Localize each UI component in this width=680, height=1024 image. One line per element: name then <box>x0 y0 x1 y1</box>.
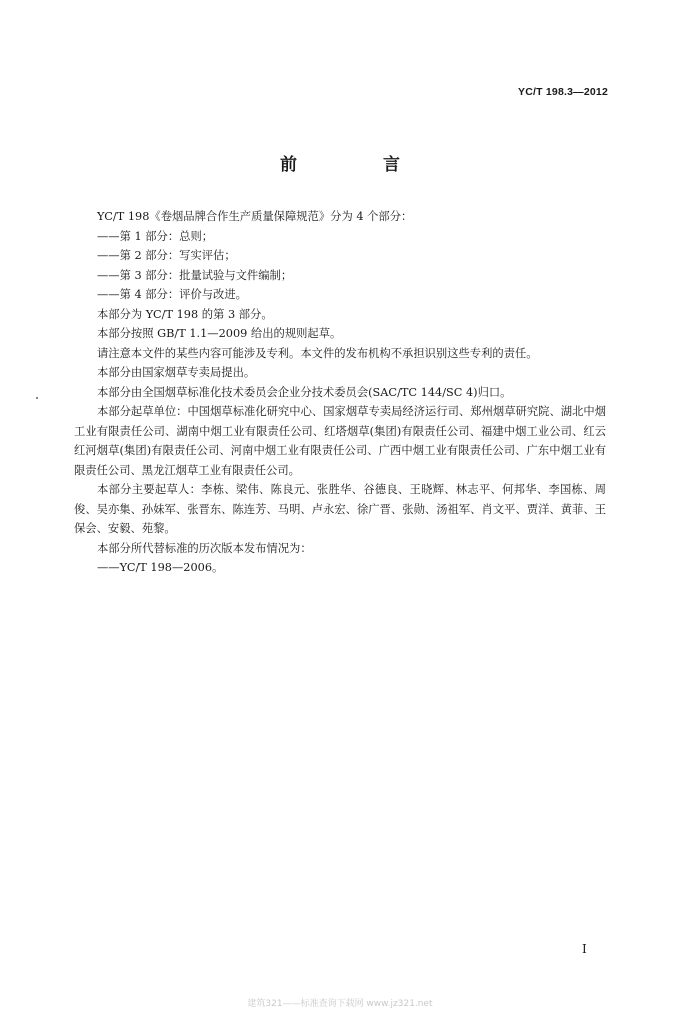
patent-notice: 请注意本文件的某些内容可能涉及专利。本文件的发布机构不承担识别这些专利的责任。 <box>97 346 538 360</box>
intro-paragraph: YC/T 198《卷烟品牌合作生产质量保障规范》分为 4 个部分： <box>97 210 413 223</box>
committee-statement: 本部分由全国烟草标准化技术委员会企业分技术委员会(SAC/TC 144/SC 4)归口。 <box>97 385 512 399</box>
page-title: 前 言 <box>280 155 440 175</box>
list-item-part-2: ——第 2 部分：写实评估； <box>97 249 236 262</box>
drafters: 本部分主要起草人：李栋、梁伟、陈良元、张胜华、谷德良、王晓辉、林志平、何邦华、李国栋、周俊、吴亦集、孙妹军、张晋东、陈连芳、马明、卢永宏、徐广晋、张勋、汤祖军、肖文平、贾洋、黄菲、王保会、安毅、苑黎。 <box>74 483 606 535</box>
list-item-part-1: ——第 1 部分：总则； <box>97 229 214 243</box>
proposer-statement: 本部分由国家烟草专卖局提出。 <box>97 366 256 379</box>
document-body <box>74 207 606 578</box>
part-statement: 本部分为 YC/T 198 的第 3 部分。 <box>97 307 273 321</box>
list-item-part-4: ——第 4 部分：评价与改进。 <box>97 288 247 301</box>
history-intro: 本部分所代替标准的历次版本发布情况为： <box>97 541 312 555</box>
watermark: 建筑321——标准查询下载网 www.jz321.net <box>247 999 433 1009</box>
drafting-rules-statement: 本部分按照 GB/T 1.1—2009 给出的规则起草。 <box>97 327 342 340</box>
page-number: I <box>582 942 587 956</box>
scan-speck <box>36 397 38 399</box>
history-item: ——YC/T 198—2006。 <box>97 561 224 574</box>
drafting-units: 本部分起草单位：中国烟草标准化研究中心、国家烟草专卖局经济运行司、郑州烟草研究院、湖北中烟工业有限责任公司、湖南中烟工业有限责任公司、红塔烟草(集团)有限责任公司、福建中烟工业公司、红云红河烟草(集团)有限责任公司、河南中烟工业有限责任公司、广西中烟工业有限责任公司、广东中烟工业有限责任公司、黑龙江烟草工业有限责任公司。 <box>74 405 606 477</box>
list-item-part-3: ——第 3 部分：批量试验与文件编制； <box>97 268 293 282</box>
standard-code-header: YC/T 198.3—2012 <box>518 86 608 98</box>
